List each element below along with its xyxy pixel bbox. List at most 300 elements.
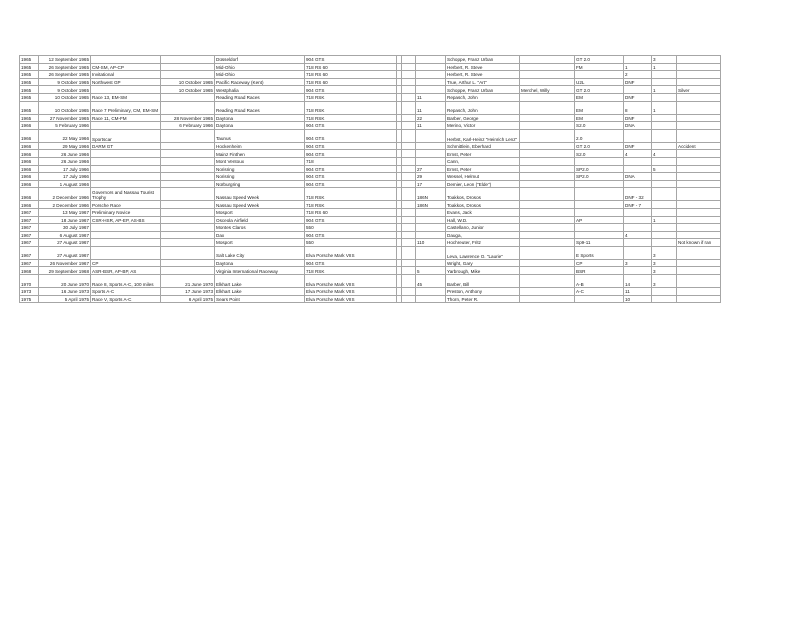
cell-result[interactable]	[624, 208, 652, 216]
cell-circuit[interactable]: Mainz Finthen	[215, 150, 305, 158]
cell-chassis[interactable]: 904 GTS	[305, 86, 397, 94]
cell-remarks[interactable]	[677, 93, 721, 101]
cell-driver[interactable]: Ernst, Peter	[446, 150, 520, 158]
cell-year[interactable]: 1966	[20, 142, 39, 150]
cell-event[interactable]	[91, 157, 161, 165]
cell-date[interactable]: 18 June 1967	[39, 216, 91, 224]
cell-event[interactable]: CP	[91, 259, 161, 267]
cell-spacer[interactable]	[402, 239, 416, 247]
cell-number[interactable]	[416, 157, 446, 165]
cell-spacer[interactable]	[402, 129, 416, 142]
cell-class-position[interactable]: 1	[652, 101, 677, 114]
cell-codriver[interactable]	[520, 231, 575, 239]
cell-codriver[interactable]	[520, 275, 575, 288]
cell-event[interactable]: Race 7 Preliminary, CM, EM-SM	[91, 101, 161, 114]
cell-number[interactable]	[416, 142, 446, 150]
cell-year[interactable]: 1965	[20, 86, 39, 94]
cell-event[interactable]: Invitational	[91, 71, 161, 79]
cell-date[interactable]: 26 June 1966	[39, 150, 91, 158]
cell-spacer[interactable]	[402, 86, 416, 94]
cell-remarks[interactable]	[677, 173, 721, 181]
cell-spacer[interactable]	[402, 246, 416, 259]
cell-class-position[interactable]: 1	[652, 63, 677, 71]
cell-codriver[interactable]	[520, 216, 575, 224]
cell-spacer[interactable]	[402, 180, 416, 188]
cell-class[interactable]: GT 2.0	[575, 142, 624, 150]
cell-end-date[interactable]	[161, 101, 215, 114]
cell-result[interactable]: 10	[624, 295, 652, 303]
cell-class-position[interactable]	[652, 288, 677, 296]
cell-codriver[interactable]	[520, 201, 575, 209]
cell-chassis[interactable]: 904 GTS	[305, 259, 397, 267]
cell-result[interactable]: DNF - 7	[624, 201, 652, 209]
cell-chassis[interactable]: 904 GTS	[305, 165, 397, 173]
cell-date[interactable]: 22 May 1966	[39, 129, 91, 142]
cell-end-date[interactable]: 17 June 1973	[161, 288, 215, 296]
cell-circuit[interactable]: Virginia International Raceway	[215, 267, 305, 275]
cell-year[interactable]: 1967	[20, 239, 39, 247]
cell-number[interactable]: 186N	[416, 188, 446, 201]
cell-number[interactable]	[416, 129, 446, 142]
cell-spacer[interactable]	[402, 63, 416, 71]
cell-result[interactable]: 14	[624, 275, 652, 288]
cell-chassis[interactable]: Elva Porsche Mark VIIS	[305, 246, 397, 259]
cell-driver[interactable]: Demier, Leon ("Elde")	[446, 180, 520, 188]
cell-circuit[interactable]: Nassau Speed Week	[215, 201, 305, 209]
cell-number[interactable]: 5	[416, 267, 446, 275]
cell-remarks[interactable]	[677, 267, 721, 275]
cell-result[interactable]: 11	[624, 288, 652, 296]
cell-end-date[interactable]	[161, 246, 215, 259]
cell-codriver[interactable]	[520, 259, 575, 267]
cell-event[interactable]: DARM GT	[91, 142, 161, 150]
cell-chassis[interactable]: 904 GTS	[305, 142, 397, 150]
cell-date[interactable]: 27 August 1967	[39, 239, 91, 247]
cell-spacer[interactable]	[402, 208, 416, 216]
cell-end-date[interactable]: 10 October 1965	[161, 86, 215, 94]
cell-number[interactable]	[416, 295, 446, 303]
cell-spacer[interactable]	[402, 71, 416, 79]
cell-spacer[interactable]	[402, 201, 416, 209]
cell-remarks[interactable]	[677, 180, 721, 188]
cell-circuit[interactable]: Mont Ventoux	[215, 157, 305, 165]
cell-chassis[interactable]: 904 GTS	[305, 150, 397, 158]
cell-codriver[interactable]	[520, 246, 575, 259]
cell-number[interactable]: 11	[416, 101, 446, 114]
cell-circuit[interactable]: Daytona	[215, 122, 305, 130]
cell-event[interactable]: CM-SM, AP-CP	[91, 63, 161, 71]
cell-date[interactable]: 29 May 1966	[39, 142, 91, 150]
cell-spacer[interactable]	[402, 101, 416, 114]
cell-circuit[interactable]: Mosport	[215, 239, 305, 247]
cell-circuit[interactable]: Reading Road Races	[215, 93, 305, 101]
cell-year[interactable]: 1967	[20, 208, 39, 216]
cell-circuit[interactable]: Westphalia	[215, 86, 305, 94]
cell-class-position[interactable]	[652, 173, 677, 181]
cell-number[interactable]	[416, 216, 446, 224]
cell-driver[interactable]: Schoppe, Franz Urban	[446, 56, 520, 64]
cell-result[interactable]: DNF - 32	[624, 188, 652, 201]
cell-driver[interactable]: Preston, Anthony	[446, 288, 520, 296]
cell-class[interactable]: U2L	[575, 78, 624, 86]
cell-class-position[interactable]: 3	[652, 246, 677, 259]
cell-event[interactable]	[91, 150, 161, 158]
cell-codriver[interactable]	[520, 56, 575, 64]
cell-number[interactable]	[416, 86, 446, 94]
cell-date[interactable]: 26 June 1966	[39, 157, 91, 165]
cell-class[interactable]: SP2.0	[575, 165, 624, 173]
cell-spacer[interactable]	[402, 122, 416, 130]
cell-end-date[interactable]: 6 February 1966	[161, 122, 215, 130]
cell-year[interactable]: 1967	[20, 246, 39, 259]
cell-number[interactable]: 11	[416, 93, 446, 101]
cell-date[interactable]: 26 November 1967	[39, 259, 91, 267]
cell-codriver[interactable]	[520, 224, 575, 232]
cell-chassis[interactable]: 718 RSK	[305, 188, 397, 201]
cell-chassis[interactable]: 904 GTS	[305, 173, 397, 181]
cell-chassis[interactable]: 904 GTS	[305, 216, 397, 224]
cell-date[interactable]: 10 October 1965	[39, 93, 91, 101]
cell-end-date[interactable]	[161, 93, 215, 101]
cell-remarks[interactable]: Accident	[677, 142, 721, 150]
cell-driver[interactable]: Evans, Jack	[446, 208, 520, 216]
cell-class-position[interactable]	[652, 224, 677, 232]
cell-number[interactable]	[416, 78, 446, 86]
cell-number[interactable]	[416, 208, 446, 216]
cell-end-date[interactable]: 28 November 1965	[161, 114, 215, 122]
cell-spacer[interactable]	[402, 288, 416, 296]
cell-year[interactable]: 1973	[20, 288, 39, 296]
cell-chassis[interactable]: 718 RS 60	[305, 63, 397, 71]
cell-date[interactable]: 2 December 1966	[39, 201, 91, 209]
cell-circuit[interactable]: Osceola Airfield	[215, 216, 305, 224]
cell-class[interactable]: BSR	[575, 267, 624, 275]
cell-year[interactable]: 1966	[20, 201, 39, 209]
cell-year[interactable]: 1967	[20, 224, 39, 232]
cell-class[interactable]: GT 2.0	[575, 56, 624, 64]
cell-number[interactable]	[416, 71, 446, 79]
cell-spacer[interactable]	[402, 150, 416, 158]
cell-remarks[interactable]	[677, 259, 721, 267]
cell-class[interactable]	[575, 201, 624, 209]
cell-circuit[interactable]: Sears Point	[215, 295, 305, 303]
cell-result[interactable]: DNF	[624, 93, 652, 101]
cell-remarks[interactable]	[677, 231, 721, 239]
cell-end-date[interactable]: 6 April 1975	[161, 295, 215, 303]
cell-number[interactable]	[416, 246, 446, 259]
cell-class[interactable]	[575, 295, 624, 303]
cell-circuit[interactable]: Reading Road Races	[215, 101, 305, 114]
cell-driver[interactable]: Toakkos, Drosos	[446, 188, 520, 201]
cell-end-date[interactable]	[161, 142, 215, 150]
cell-codriver[interactable]	[520, 101, 575, 114]
cell-event[interactable]	[91, 173, 161, 181]
cell-class[interactable]	[575, 71, 624, 79]
cell-chassis[interactable]: 718 RSK	[305, 93, 397, 101]
cell-result[interactable]	[624, 129, 652, 142]
cell-codriver[interactable]	[520, 165, 575, 173]
cell-driver[interactable]: Ernst, Peter	[446, 165, 520, 173]
cell-class-position[interactable]	[652, 201, 677, 209]
cell-chassis[interactable]: 718 RS 60	[305, 208, 397, 216]
cell-class-position[interactable]	[652, 114, 677, 122]
cell-circuit[interactable]: Daytona	[215, 114, 305, 122]
cell-date[interactable]: 17 July 1966	[39, 173, 91, 181]
cell-number[interactable]	[416, 259, 446, 267]
cell-end-date[interactable]	[161, 173, 215, 181]
cell-remarks[interactable]	[677, 224, 721, 232]
cell-number[interactable]	[416, 63, 446, 71]
cell-year[interactable]: 1965	[20, 93, 39, 101]
cell-event[interactable]	[91, 56, 161, 64]
cell-class[interactable]: E Sports	[575, 246, 624, 259]
cell-year[interactable]: 1966	[20, 188, 39, 201]
cell-date[interactable]: 29 September 1968	[39, 267, 91, 275]
cell-end-date[interactable]	[161, 180, 215, 188]
cell-remarks[interactable]	[677, 208, 721, 216]
cell-class[interactable]: SP2.0	[575, 173, 624, 181]
cell-date[interactable]: 13 May 1967	[39, 208, 91, 216]
cell-class-position[interactable]: 3	[652, 56, 677, 64]
cell-year[interactable]: 1970	[20, 275, 39, 288]
cell-year[interactable]: 1965	[20, 114, 39, 122]
cell-chassis[interactable]: 718 RS 60	[305, 71, 397, 79]
cell-circuit[interactable]: Norisring	[215, 173, 305, 181]
cell-remarks[interactable]	[677, 129, 721, 142]
cell-date[interactable]: 5 April 1975	[39, 295, 91, 303]
cell-circuit[interactable]: Mid-Ohio	[215, 63, 305, 71]
cell-remarks[interactable]	[677, 295, 721, 303]
cell-remarks[interactable]	[677, 275, 721, 288]
cell-end-date[interactable]	[161, 208, 215, 216]
cell-result[interactable]: DNA	[624, 173, 652, 181]
cell-end-date[interactable]	[161, 188, 215, 201]
cell-chassis[interactable]: 550	[305, 224, 397, 232]
cell-date[interactable]: 9 October 1965	[39, 86, 91, 94]
cell-end-date[interactable]	[161, 56, 215, 64]
cell-class-position[interactable]	[652, 157, 677, 165]
cell-driver[interactable]: Cann,	[446, 157, 520, 165]
cell-spacer[interactable]	[402, 275, 416, 288]
cell-result[interactable]	[624, 216, 652, 224]
cell-codriver[interactable]: Merchel, Willy	[520, 86, 575, 94]
cell-event[interactable]: Sportscar	[91, 129, 161, 142]
cell-year[interactable]: 1966	[20, 157, 39, 165]
cell-driver[interactable]: Repasch, John	[446, 101, 520, 114]
cell-end-date[interactable]	[161, 224, 215, 232]
cell-end-date[interactable]	[161, 231, 215, 239]
cell-driver[interactable]: Merino, Victor	[446, 122, 520, 130]
cell-end-date[interactable]	[161, 201, 215, 209]
cell-spacer[interactable]	[402, 114, 416, 122]
cell-circuit[interactable]: Daytona	[215, 259, 305, 267]
cell-remarks[interactable]	[677, 288, 721, 296]
cell-event[interactable]	[91, 165, 161, 173]
cell-class-position[interactable]	[652, 93, 677, 101]
cell-number[interactable]	[416, 56, 446, 64]
cell-result[interactable]: 1	[624, 63, 652, 71]
cell-remarks[interactable]	[677, 63, 721, 71]
cell-end-date[interactable]	[161, 216, 215, 224]
cell-codriver[interactable]	[520, 71, 575, 79]
cell-remarks[interactable]	[677, 56, 721, 64]
cell-class[interactable]: AP	[575, 216, 624, 224]
cell-number[interactable]	[416, 288, 446, 296]
cell-number[interactable]: 45	[416, 275, 446, 288]
cell-chassis[interactable]: 718	[305, 157, 397, 165]
cell-driver[interactable]: Schoppe, Franz Urban	[446, 86, 520, 94]
cell-driver[interactable]: Barber, Bill	[446, 275, 520, 288]
cell-end-date[interactable]	[161, 239, 215, 247]
cell-driver[interactable]: Herbert, R. Steve	[446, 63, 520, 71]
cell-class[interactable]: FM	[575, 63, 624, 71]
cell-chassis[interactable]: 904 GTS	[305, 180, 397, 188]
cell-spacer[interactable]	[402, 224, 416, 232]
cell-remarks[interactable]: Silver	[677, 86, 721, 94]
cell-date[interactable]: 16 June 1973	[39, 288, 91, 296]
cell-codriver[interactable]	[520, 129, 575, 142]
cell-end-date[interactable]	[161, 165, 215, 173]
cell-chassis[interactable]: 904 GTS	[305, 56, 397, 64]
cell-date[interactable]: 27 November 1965	[39, 114, 91, 122]
cell-class-position[interactable]	[652, 239, 677, 247]
cell-year[interactable]: 1967	[20, 216, 39, 224]
cell-date[interactable]: 17 July 1966	[39, 165, 91, 173]
cell-date[interactable]: 1 August 1966	[39, 180, 91, 188]
cell-codriver[interactable]	[520, 63, 575, 71]
cell-driver[interactable]: Schmittlein, Eberhard	[446, 142, 520, 150]
cell-end-date[interactable]	[161, 259, 215, 267]
cell-result[interactable]	[624, 56, 652, 64]
cell-result[interactable]	[624, 180, 652, 188]
cell-spacer[interactable]	[402, 56, 416, 64]
cell-event[interactable]: Preliminary Novice	[91, 208, 161, 216]
cell-circuit[interactable]: Mosport	[215, 208, 305, 216]
cell-circuit[interactable]: Pacific Raceway (Kent)	[215, 78, 305, 86]
cell-date[interactable]: 5 February 1966	[39, 122, 91, 130]
cell-remarks[interactable]	[677, 201, 721, 209]
cell-date[interactable]: 6 August 1967	[39, 231, 91, 239]
cell-event[interactable]	[91, 122, 161, 130]
cell-class-position[interactable]: 5	[652, 165, 677, 173]
cell-spacer[interactable]	[402, 93, 416, 101]
cell-class-position[interactable]	[652, 231, 677, 239]
cell-date[interactable]: 27 August 1967	[39, 246, 91, 259]
cell-spacer[interactable]	[402, 295, 416, 303]
cell-class[interactable]: EM	[575, 114, 624, 122]
cell-chassis[interactable]: Elva Porsche Mark VIIS	[305, 295, 397, 303]
cell-chassis[interactable]: 718 RS 60	[305, 78, 397, 86]
cell-event[interactable]: Porsche Race	[91, 201, 161, 209]
cell-class-position[interactable]	[652, 188, 677, 201]
cell-date[interactable]: 12 September 1965	[39, 56, 91, 64]
cell-event[interactable]: Sports A-C	[91, 288, 161, 296]
cell-date[interactable]: 9 October 1965	[39, 78, 91, 86]
cell-date[interactable]: 20 June 1970	[39, 275, 91, 288]
cell-class[interactable]	[575, 157, 624, 165]
cell-class[interactable]: S2.0	[575, 150, 624, 158]
cell-remarks[interactable]	[677, 216, 721, 224]
cell-driver[interactable]: Thorn, Peter R.	[446, 295, 520, 303]
cell-codriver[interactable]	[520, 114, 575, 122]
cell-class[interactable]	[575, 208, 624, 216]
cell-driver[interactable]: Yarbrough, Mike	[446, 267, 520, 275]
cell-result[interactable]: 2	[624, 71, 652, 79]
cell-event[interactable]: CSR-HSR, AP-EP, AS-BS	[91, 216, 161, 224]
cell-class-position[interactable]	[652, 122, 677, 130]
cell-codriver[interactable]	[520, 150, 575, 158]
cell-codriver[interactable]	[520, 180, 575, 188]
cell-class-position[interactable]	[652, 295, 677, 303]
cell-codriver[interactable]	[520, 188, 575, 201]
cell-event[interactable]	[91, 239, 161, 247]
cell-chassis[interactable]: 904 GTS	[305, 122, 397, 130]
cell-year[interactable]: 1967	[20, 259, 39, 267]
cell-class-position[interactable]: 3	[652, 267, 677, 275]
cell-end-date[interactable]: 21 June 1970	[161, 275, 215, 288]
cell-spacer[interactable]	[402, 216, 416, 224]
cell-chassis[interactable]: 718 RSK	[305, 267, 397, 275]
cell-year[interactable]: 1966	[20, 150, 39, 158]
cell-class-position[interactable]	[652, 142, 677, 150]
cell-remarks[interactable]	[677, 114, 721, 122]
cell-circuit[interactable]: Salt Lake City	[215, 246, 305, 259]
cell-spacer[interactable]	[402, 142, 416, 150]
cell-driver[interactable]: Dauga,	[446, 231, 520, 239]
cell-class-position[interactable]: 1	[652, 86, 677, 94]
cell-spacer[interactable]	[402, 157, 416, 165]
cell-class[interactable]	[575, 224, 624, 232]
cell-chassis[interactable]: Elva Porsche Mark VIIS	[305, 288, 397, 296]
cell-number[interactable]: 11	[416, 122, 446, 130]
cell-spacer[interactable]	[402, 188, 416, 201]
cell-year[interactable]: 1965	[20, 71, 39, 79]
cell-event[interactable]: Race V, Sports A-C	[91, 295, 161, 303]
cell-chassis[interactable]: 904 GTS	[305, 129, 397, 142]
cell-driver[interactable]: Herbert, R. Steve	[446, 71, 520, 79]
cell-driver[interactable]: Leva, Lawrence O. "Laurie"	[446, 246, 520, 259]
cell-codriver[interactable]	[520, 122, 575, 130]
cell-driver[interactable]: Wessel, Helmut	[446, 173, 520, 181]
cell-year[interactable]: 1975	[20, 295, 39, 303]
cell-result[interactable]	[624, 239, 652, 247]
cell-codriver[interactable]	[520, 142, 575, 150]
cell-year[interactable]: 1965	[20, 78, 39, 86]
cell-circuit[interactable]: Mid-Ohio	[215, 71, 305, 79]
cell-result[interactable]	[624, 165, 652, 173]
cell-class[interactable]: EM	[575, 101, 624, 114]
cell-result[interactable]: 8	[624, 101, 652, 114]
cell-remarks[interactable]	[677, 165, 721, 173]
cell-number[interactable]	[416, 150, 446, 158]
cell-class[interactable]	[575, 231, 624, 239]
cell-event[interactable]: Race 13, EM-SM	[91, 93, 161, 101]
cell-codriver[interactable]	[520, 78, 575, 86]
cell-event[interactable]: Northwest GP	[91, 78, 161, 86]
cell-driver[interactable]: Herbst, Karl-Heinz "Heinrich Lenz"	[446, 129, 520, 142]
cell-end-date[interactable]	[161, 129, 215, 142]
cell-driver[interactable]: Barber, George	[446, 114, 520, 122]
cell-event[interactable]: ASR-BSR, AP-BP, AS	[91, 267, 161, 275]
cell-number[interactable]: 27	[416, 165, 446, 173]
cell-spacer[interactable]	[402, 231, 416, 239]
cell-result[interactable]: DNA	[624, 122, 652, 130]
cell-chassis[interactable]: 904 GTS	[305, 231, 397, 239]
cell-class[interactable]	[575, 180, 624, 188]
cell-event[interactable]: Governors and Nassau Tourist Trophy	[91, 188, 161, 201]
cell-class-position[interactable]: 3	[652, 275, 677, 288]
cell-result[interactable]: DNF	[624, 142, 652, 150]
